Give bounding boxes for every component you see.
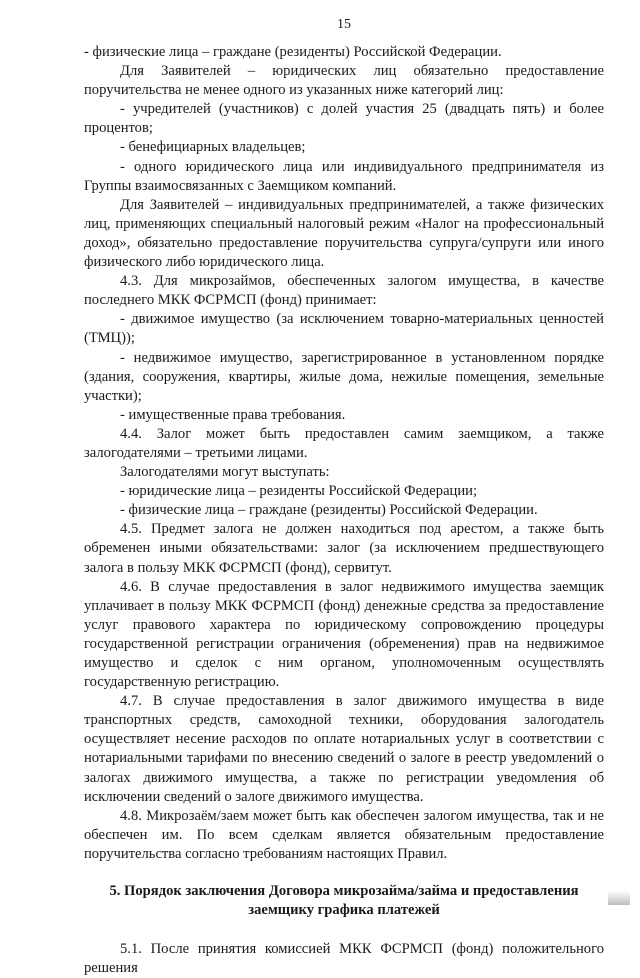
paragraph: 5.1. После принятия комиссией МКК ФСРМСП (фонд) положительного решения — [84, 941, 604, 977]
paragraph: 4.3. Для микрозаймов, обеспеченных залогом имущества, в качестве последнего МКК ФСРМСП (фонд) принимает: — [84, 273, 604, 309]
section-heading-line-1: 5. Порядок заключения Договора микрозайма/займа и предоставления — [109, 883, 579, 900]
paragraph: - недвижимое имущество, зарегистрированное в установленном порядке (здания, сооружения, квартиры, жилые дома, нежилые помещения, земельные участки); — [84, 349, 604, 404]
document-body — [84, 43, 604, 978]
paragraph: - физические лица – граждане (резиденты) Российской Федерации. — [120, 502, 538, 519]
paragraph: 4.6. В случае предоставления в залог недвижимого имущества заемщик уплачивает в пользу МКК ФСРМСП (фонд) денежные средства за предоставление услуг правового характера по юридическому сопровождению процедуры государственной регистрации ограничения (обременения) прав на недвижимое имущество и сделок с ним органом, уполномоченным осуществлять государственную регистрацию. — [84, 578, 604, 691]
section-heading-line-2: заемщику графика платежей — [248, 902, 440, 919]
scan-edge-shadow — [608, 891, 630, 905]
paragraph: Для Заявителей – юридических лиц обязательно предоставление поручительства не менее одного из указанных ниже категорий лиц: — [84, 63, 604, 99]
paragraph: - движимое имущество (за исключением товарно-материальных ценностей (ТМЦ)); — [84, 311, 604, 347]
paragraph: 4.8. Микрозаём/заем может быть как обеспечен залогом имущества, так и не обеспечен им. По всем сделкам является обязательным предоставление поручительства согласно требованиям настоящих Правил. — [84, 807, 604, 862]
paragraph: 4.4. Залог может быть предоставлен самим заемщиком, а также залогодателями – третьими лицами. — [84, 425, 604, 461]
paragraph: Залогодателями могут выступать: — [120, 464, 330, 481]
paragraphs-before-heading — [84, 43, 604, 864]
paragraph: - физические лица – граждане (резиденты) Российской Федерации. — [84, 44, 502, 60]
section-heading — [84, 882, 604, 920]
paragraph: 4.7. В случае предоставления в залог движимого имущества в виде транспортных средств, самоходной техники, оборудования залогодатель осуществляет несение расходов по оплате нотариальных услуг в соответствии с нотариальными тарифами по внесению сведений о залоге в реестр уведомлений о залогах движимого имущества, а также по регистрации уведомления об исключении сведений о залоге движимого имущества. — [84, 693, 604, 805]
paragraph: - имущественные права требования. — [120, 406, 346, 423]
paragraph: - юридические лица – резиденты Российской Федерации; — [120, 483, 478, 500]
paragraph: - бенефициарных владельцев; — [120, 139, 306, 156]
paragraph: - одного юридического лица или индивидуального предпринимателя из Группы взаимосвязанных с Заемщиком компаний. — [84, 158, 604, 194]
paragraph: Для Заявителей – индивидуальных предпринимателей, а также физических лиц, применяющих специальный налоговый режим «Налог на профессиональный доход», обязательно предоставление поручительства супруга/супруги или иного физического либо юридического лица. — [84, 196, 604, 271]
paragraph: - учредителей (участников) с долей участия 25 (двадцать пять) и более процентов; — [84, 101, 604, 137]
page-number: 15 — [337, 17, 351, 32]
paragraphs-after-heading — [84, 940, 604, 978]
paragraph: 4.5. Предмет залога не должен находиться под арестом, а также быть обременен иными обязательствами: залог (за исключением предшествующего залога в пользу МКК ФСРМСП (фонд), сервитут. — [84, 521, 604, 576]
